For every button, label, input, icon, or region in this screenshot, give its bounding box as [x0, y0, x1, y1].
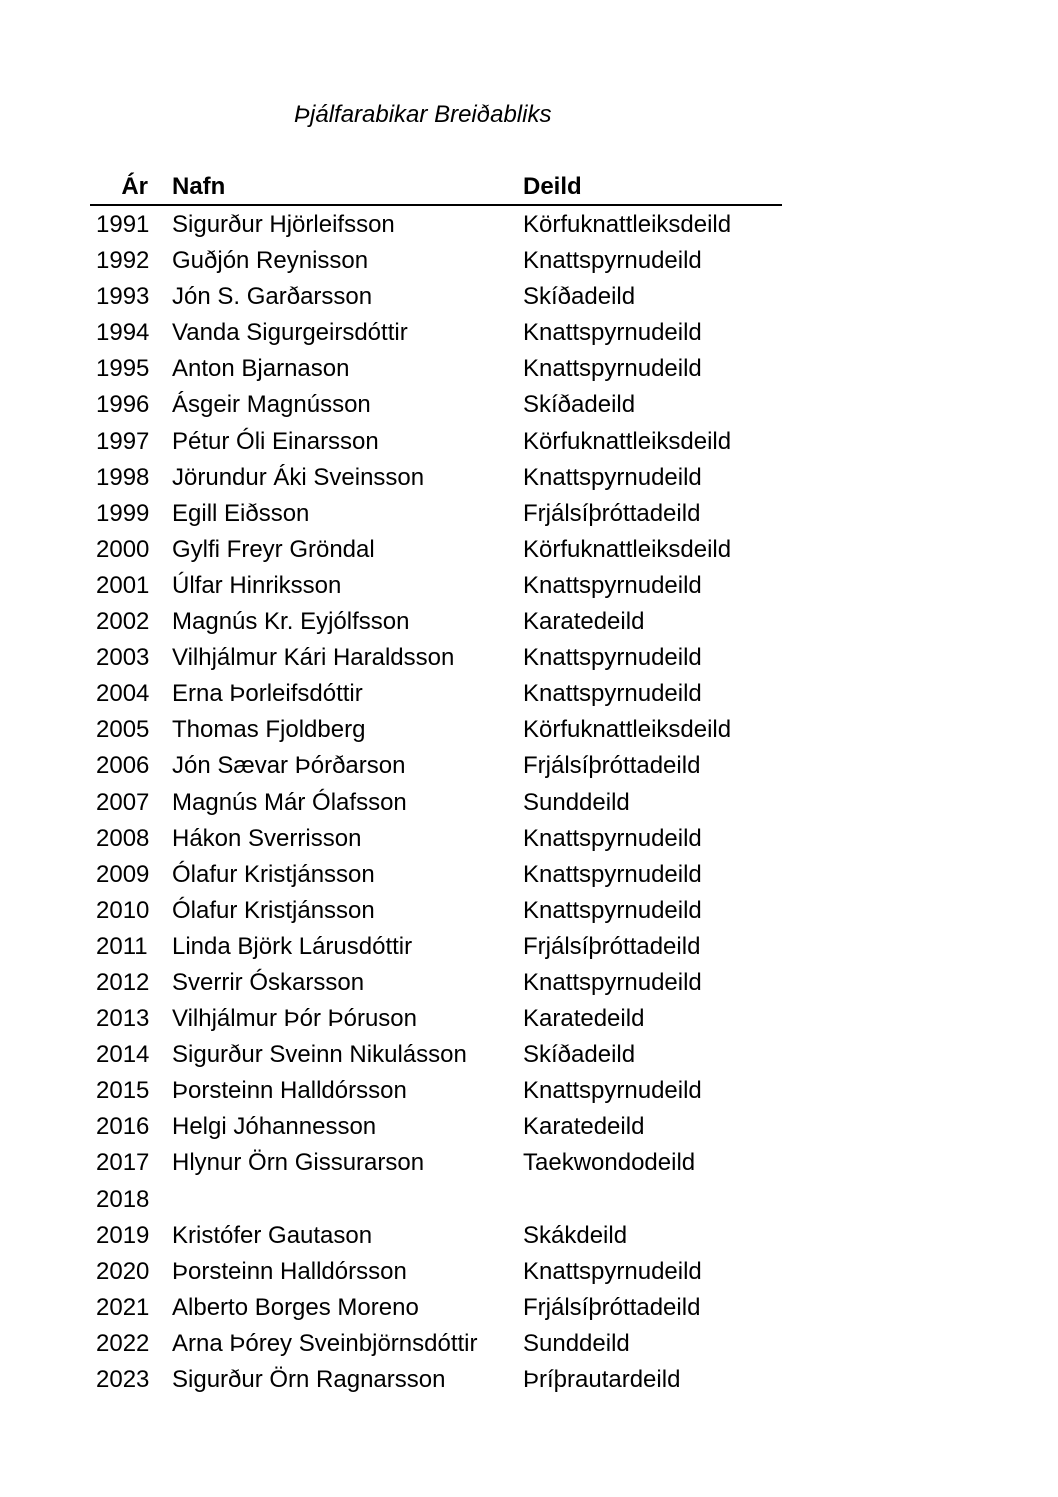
cell-name: Anton Bjarnason	[172, 355, 350, 383]
table-row	[90, 1037, 782, 1073]
cell-department: Frjálsíþróttadeild	[523, 932, 701, 960]
cell-name: Alberto Borges Moreno	[172, 1293, 419, 1321]
cell-department: Körfuknattleiksdeild	[523, 716, 732, 744]
cell-name: Magnús Kr. Eyjólfsson	[172, 608, 410, 636]
table-row	[90, 243, 782, 279]
cell-department: Knattspyrnudeild	[523, 319, 702, 347]
cell-name: Jón Sævar Þórðarson	[172, 752, 406, 780]
cell-year: 2000	[96, 535, 150, 563]
cell-year: 2015	[96, 1077, 150, 1105]
cell-department: Skíðadeild	[523, 283, 636, 311]
table-row	[90, 460, 782, 496]
cell-department: Frjálsíþróttadeild	[523, 752, 701, 780]
cell-department: Karatedeild	[523, 608, 645, 636]
cell-name: Þorsteinn Halldórsson	[172, 1257, 407, 1285]
cell-year: 1991	[96, 211, 150, 238]
cell-year: 1992	[96, 247, 150, 275]
cell-department: Knattspyrnudeild	[523, 1077, 702, 1105]
page-title: Þjálfarabikar Breiðabliks	[294, 101, 552, 128]
table-row	[90, 965, 782, 1001]
cell-name: Thomas Fjoldberg	[172, 716, 366, 744]
cell-department: Sunddeild	[523, 788, 630, 816]
cell-name: Gylfi Freyr Gröndal	[172, 535, 375, 563]
cell-year: 1996	[96, 391, 150, 419]
cell-name: Ásgeir Magnússon	[172, 391, 371, 419]
cell-name: Vilhjálmur Kári Haraldsson	[172, 644, 455, 672]
cell-year: 2005	[96, 716, 150, 744]
cell-year: 1993	[96, 283, 150, 311]
cell-year: 2012	[96, 968, 150, 996]
cell-department: Karatedeild	[523, 1113, 645, 1141]
column-header-name: Nafn	[172, 173, 226, 200]
cell-department: Knattspyrnudeild	[523, 824, 702, 852]
cell-year: 2021	[96, 1293, 150, 1321]
table-row	[90, 315, 782, 351]
cell-name: Jón S. Garðarsson	[172, 283, 373, 311]
table-row	[90, 1073, 782, 1109]
cell-year: 2022	[96, 1329, 150, 1357]
cell-name: Vanda Sigurgeirsdóttir	[172, 319, 408, 347]
cell-year: 2001	[96, 571, 150, 599]
cell-year: 2003	[96, 644, 150, 672]
table-row	[90, 1182, 782, 1218]
cell-year: 2019	[96, 1221, 150, 1249]
cell-name: Kristófer Gautason	[172, 1221, 373, 1249]
table-row	[90, 1218, 782, 1254]
table-row	[90, 279, 782, 315]
cell-name: Guðjón Reynisson	[172, 247, 369, 275]
table-row	[90, 604, 782, 640]
table-row	[90, 387, 782, 423]
table-row	[90, 568, 782, 604]
cell-name: Magnús Már Ólafsson	[172, 788, 407, 816]
cell-name: Erna Þorleifsdóttir	[172, 680, 363, 708]
cell-year: 2007	[96, 788, 150, 816]
cell-year: 2010	[96, 896, 150, 924]
cell-year: 1994	[96, 319, 150, 347]
table-row	[90, 1290, 782, 1326]
cell-department: Skákdeild	[523, 1221, 628, 1249]
table-row	[90, 1362, 782, 1398]
cell-year: 2018	[96, 1185, 150, 1213]
table-row	[90, 351, 782, 387]
cell-name: Sigurður Örn Ragnarsson	[172, 1366, 446, 1393]
cell-year: 2023	[96, 1366, 150, 1393]
table-row	[90, 1145, 782, 1181]
table-row	[90, 532, 782, 568]
table-row	[90, 676, 782, 712]
cell-department: Sunddeild	[523, 1329, 630, 1357]
cell-year: 2020	[96, 1257, 150, 1285]
cell-department: Knattspyrnudeild	[523, 1257, 702, 1285]
table-row	[90, 1326, 782, 1362]
cell-name: Ólafur Kristjánsson	[172, 896, 375, 924]
cell-name: Sigurður Sveinn Nikulásson	[172, 1041, 467, 1069]
cell-year: 2014	[96, 1041, 150, 1069]
cell-department: Frjálsíþróttadeild	[523, 1293, 701, 1321]
cell-department: Þríþrautardeild	[523, 1366, 681, 1393]
table-row	[90, 1109, 782, 1145]
cell-name: Þorsteinn Halldórsson	[172, 1077, 407, 1105]
cell-year: 1997	[96, 427, 150, 455]
column-header-department: Deild	[523, 173, 582, 200]
cell-year: 2009	[96, 860, 150, 888]
cell-department: Knattspyrnudeild	[523, 896, 702, 924]
table-row	[90, 424, 782, 460]
cell-year: 2016	[96, 1113, 150, 1141]
cell-department: Skíðadeild	[523, 1041, 636, 1069]
cell-department: Taekwondodeild	[523, 1149, 696, 1177]
cell-name: Sigurður Hjörleifsson	[172, 211, 395, 238]
cell-year: 1998	[96, 463, 150, 491]
cell-year: 2017	[96, 1149, 150, 1177]
cell-name: Jörundur Áki Sveinsson	[172, 463, 425, 491]
cell-department: Knattspyrnudeild	[523, 355, 702, 383]
table-row	[90, 893, 782, 929]
table-row	[90, 821, 782, 857]
table-row	[90, 1001, 782, 1037]
cell-department: Knattspyrnudeild	[523, 680, 702, 708]
cell-department: Knattspyrnudeild	[523, 860, 702, 888]
table-row	[90, 748, 782, 784]
cell-department: Körfuknattleiksdeild	[523, 535, 732, 563]
cell-name: Helgi Jóhannesson	[172, 1113, 377, 1141]
cell-department: Knattspyrnudeild	[523, 247, 702, 275]
cell-year: 2004	[96, 680, 150, 708]
cell-name: Linda Björk Lárusdóttir	[172, 932, 413, 960]
cell-department: Knattspyrnudeild	[523, 571, 702, 599]
cell-department: Knattspyrnudeild	[523, 463, 702, 491]
cell-year: 1999	[96, 499, 150, 527]
cell-department: Knattspyrnudeild	[523, 968, 702, 996]
cell-name: Sverrir Óskarsson	[172, 968, 365, 996]
cell-department: Knattspyrnudeild	[523, 644, 702, 672]
cell-department: Körfuknattleiksdeild	[523, 427, 732, 455]
cell-year: 2011	[96, 932, 148, 960]
cell-name: Ólafur Kristjánsson	[172, 860, 375, 888]
cell-department: Frjálsíþróttadeild	[523, 499, 701, 527]
table-body	[90, 207, 782, 1398]
cell-department: Karatedeild	[523, 1005, 645, 1033]
cell-name: Egill Eiðsson	[172, 499, 310, 527]
table-row	[90, 207, 782, 243]
cell-name: Pétur Óli Einarsson	[172, 427, 379, 455]
cell-year: 2006	[96, 752, 150, 780]
cell-name: Vilhjálmur Þór Þóruson	[172, 1005, 418, 1033]
cell-department: Skíðadeild	[523, 391, 636, 419]
cell-year: 2013	[96, 1005, 150, 1033]
table-row	[90, 496, 782, 532]
table-row	[90, 929, 782, 965]
cell-year: 2008	[96, 824, 150, 852]
table-row	[90, 857, 782, 893]
table-row	[90, 1254, 782, 1290]
column-header-year: Ár	[121, 173, 148, 200]
table-row	[90, 640, 782, 676]
table-header	[90, 170, 782, 206]
cell-name: Hákon Sverrisson	[172, 824, 362, 852]
cell-name: Hlynur Örn Gissurarson	[172, 1149, 425, 1177]
table-row	[90, 785, 782, 821]
cell-name: Úlfar Hinriksson	[172, 571, 342, 599]
cell-department: Körfuknattleiksdeild	[523, 211, 732, 238]
cell-name: Arna Þórey Sveinbjörnsdóttir	[172, 1329, 478, 1357]
cell-year: 1995	[96, 355, 150, 383]
cell-year: 2002	[96, 608, 150, 636]
table-row	[90, 712, 782, 748]
